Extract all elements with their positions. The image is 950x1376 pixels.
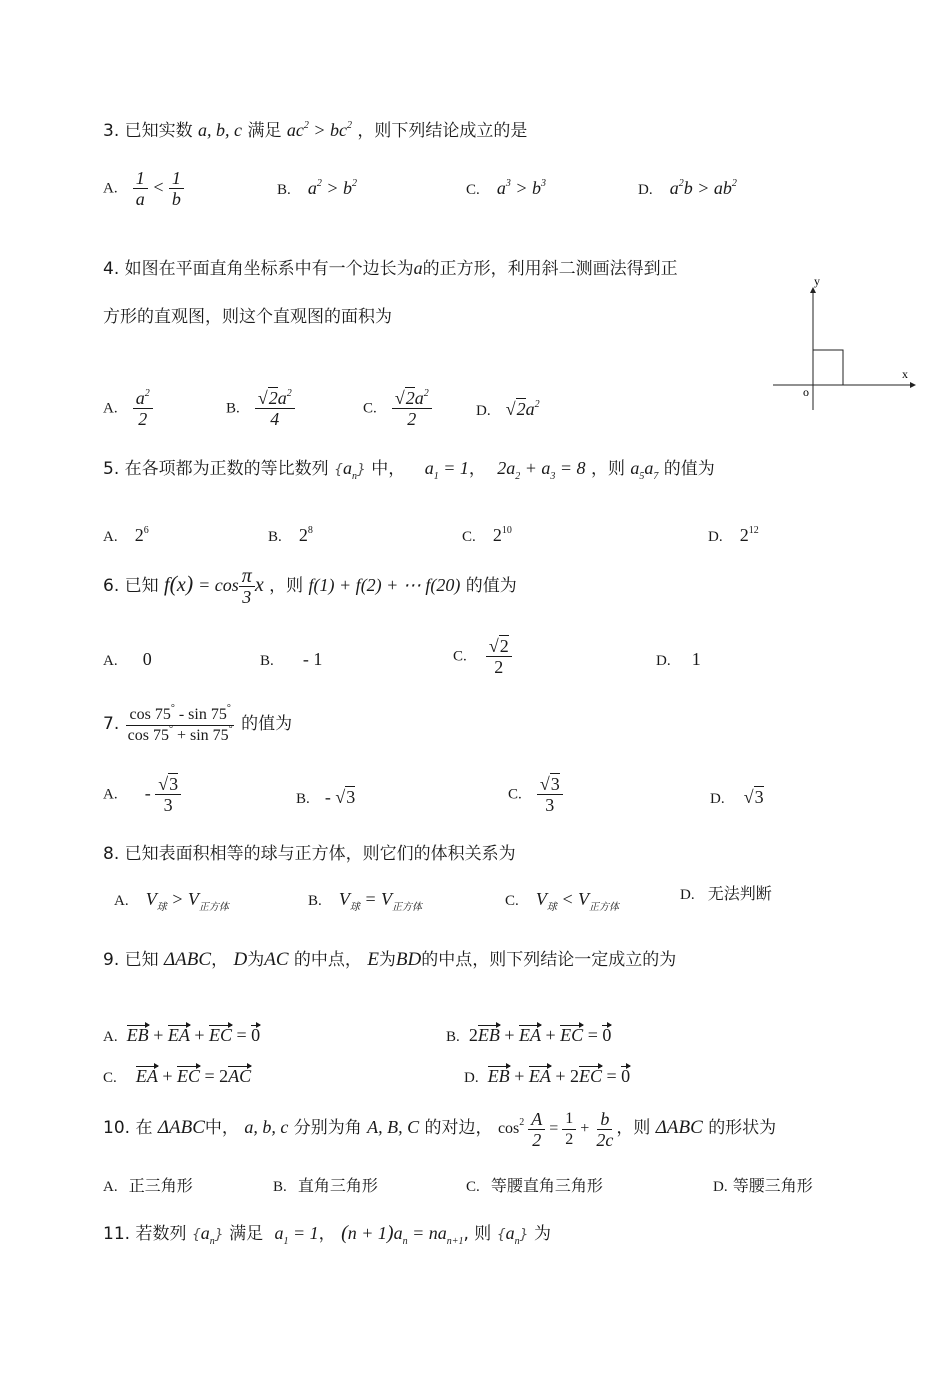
- q4-option-a[interactable]: A. $\frac{a^2}{2}$: [103, 388, 153, 429]
- x-label: x: [902, 367, 908, 381]
- q3-option-d[interactable]: D. $a^2b > ab^2$: [638, 178, 737, 198]
- q7-option-c[interactable]: C. $\frac{√3}{3}$: [508, 774, 563, 815]
- q7-option-a[interactable]: A. - $\frac{√3}{3}$: [103, 774, 181, 815]
- q8-option-b[interactable]: B. $V_球 = V_{正方体}$: [308, 889, 423, 913]
- q9-option-a[interactable]: A. EB + EA + EC = 0: [103, 1025, 261, 1045]
- q10-stem: 10. 在 ΔABC中， a, b, c 分别为角 A, B, C 的对边， $\cos^2$ $\frac{A}{2}$ = $\frac{1}{2}$ + $\frac{b}{2c}$ ，则 ΔABC 的形状为: [103, 1109, 777, 1150]
- q8-option-c[interactable]: C. $V_球 < V_{正方体}$: [505, 889, 620, 913]
- x-arrow: [910, 382, 916, 388]
- q4-option-c[interactable]: C. $\frac{√2a^2}{2}$: [363, 388, 432, 429]
- q5-seq: $\{a_n\}$: [334, 458, 366, 482]
- q9-option-c[interactable]: C. EA + EC = 2AC: [103, 1066, 252, 1086]
- origin-label: o: [803, 385, 809, 399]
- q10-option-c[interactable]: C. 等腰直角三角形: [466, 1176, 603, 1195]
- q3-stem: 3. 已知实数 a, b, c 满足 $ac^2 > bc^2$ ，则下列结论成立的是: [103, 120, 528, 141]
- q3-option-a[interactable]: A. $\frac{1}{a}$ < $\frac{1}{b}$: [103, 168, 184, 209]
- q4-figure: [770, 275, 920, 415]
- q9-stem: 9. 已知 ΔABC， D为AC 的中点， E为BD的中点，则下列结论一定成立的为: [103, 949, 677, 970]
- q10-option-a[interactable]: A. 正三角形: [103, 1176, 193, 1195]
- q5-option-a[interactable]: A. $2^6$: [103, 525, 149, 545]
- q10-option-d[interactable]: D. 等腰三角形: [713, 1176, 813, 1195]
- q4-option-b[interactable]: B. $\frac{√2a^2}{4}$: [226, 388, 295, 429]
- square: [813, 350, 843, 385]
- q7-option-b[interactable]: B. - √3: [296, 787, 356, 807]
- q6-option-c[interactable]: C. $\frac{√2}{2}$: [453, 636, 512, 677]
- q6-option-b[interactable]: B. - 1: [260, 649, 323, 669]
- q6-stem: 6. 已知 f(x) = cos $\frac{\pi}{3}$ x ，则 f(1) + f(2) + ⋯ f(20) 的值为: [103, 565, 517, 607]
- q5-stem: 5. 在各项都为正数的等比数列 $\{a_n\}$ 中， $a_1 = 1$， $2a_2 + a_3 = 8$ ，则 $a_5a_7$ 的值为: [103, 458, 715, 482]
- q11-stem: 11. 若数列 $\{a_n\}$ 满足 $a_1 = 1$， $(n + 1)a_n = na_{n+1}$, 则 $\{a_n\}$ 为: [103, 1222, 551, 1247]
- q9-option-d[interactable]: D. EB + EA + 2EC = 0: [464, 1066, 631, 1086]
- q3-option-c[interactable]: C. $a^3 > b^3$: [466, 178, 547, 198]
- q5-option-b[interactable]: B. $2^8$: [268, 525, 313, 545]
- q4-option-d[interactable]: D. $√2a^2$: [476, 399, 540, 419]
- q3-condition: $ac^2 > bc^2$: [286, 120, 352, 140]
- q7-stem: 7. $\frac{\cos 75^\circ - \sin 75^\circ}{\cos 75^\circ + \sin 75^\circ}$ 的值为: [103, 703, 293, 744]
- q4-stem-line1: 4. 如图在平面直角坐标系中有一个边长为a的正方形，利用斜二测画法得到正: [103, 258, 678, 279]
- q4-stem-line2: 方形的直观图，则这个直观图的面积为: [103, 307, 392, 327]
- q5-option-c[interactable]: C. $2^{10}$: [462, 525, 512, 545]
- q6-option-a[interactable]: A. 0: [103, 649, 152, 669]
- q3-option-b[interactable]: B. $a^2 > b^2$: [277, 178, 358, 198]
- y-label: y: [814, 275, 820, 288]
- q9-option-b[interactable]: B. 2EB + EA + EC = 0: [446, 1025, 612, 1045]
- q7-option-d[interactable]: D. √3: [710, 787, 764, 807]
- q6-option-d[interactable]: D. 1: [656, 649, 701, 669]
- q5-option-d[interactable]: D. $2^{12}$: [708, 525, 759, 545]
- q10-option-b[interactable]: B. 直角三角形: [273, 1176, 378, 1195]
- q8-option-d[interactable]: D. 无法判断: [680, 884, 772, 903]
- q8-option-a[interactable]: A. $V_球 > V_{正方体}$: [114, 889, 229, 913]
- q8-stem: 8. 已知表面积相等的球与正方体，则它们的体积关系为: [103, 844, 516, 864]
